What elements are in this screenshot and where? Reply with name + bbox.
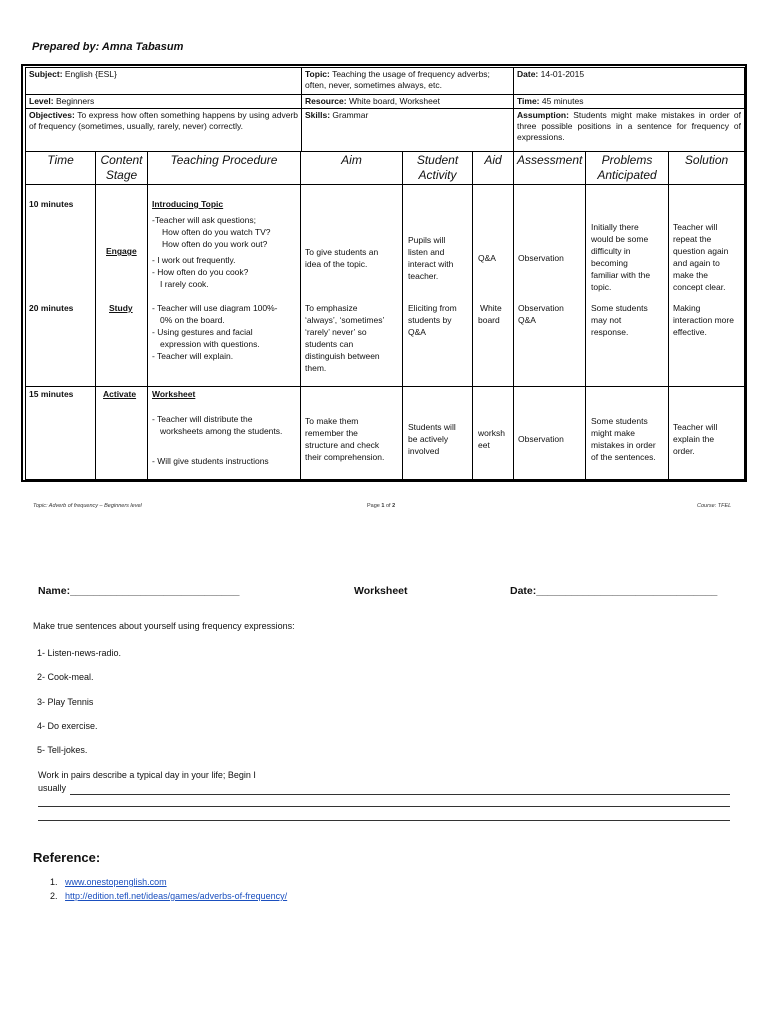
objectives-cell: Objectives: To express how often something happens by using adverb of frequency (sometimes, usually, rarely, never) correctly. [25,108,302,152]
aim-line: distinguish between [305,351,380,361]
worksheet-instruction: Make true sentences about yourself using frequency expressions: [33,621,295,631]
col-teaching-procedure: Teaching Procedure [147,151,301,185]
problem-line: familiar with the [591,270,651,280]
assess-line: Observation [518,253,564,263]
row1-aid-cell [472,184,514,387]
aim-line: students can [305,339,354,349]
activity-line: Pupils will [408,235,446,245]
problem-line: topic. [591,282,612,292]
proc-line: - Using gestures and facial [152,327,253,337]
col-aim: Aim [300,151,403,185]
aim-line: To make them [305,416,359,426]
solution-line: question again [673,246,729,256]
proc-line: worksheets among the students. [160,426,283,436]
solution-line: repeat the [673,234,712,244]
proc-line: How often do you work out? [162,239,268,249]
footer-page: Page 1 of 2 [367,503,396,509]
proc-line: 0% on the board. [160,315,225,325]
solution-line: interaction more [673,315,734,325]
col-solution: Solution [668,151,745,185]
proc-line: - Teacher will explain. [152,351,234,361]
problem-line: Some students [591,416,648,426]
date-cell: Date: 14-01-2015 [513,67,745,95]
aid-qa: Q&A [478,253,496,263]
answer-line[interactable] [38,820,730,821]
prepared-by [32,41,183,53]
footer-topic: Topic: Adverb of frequency – Beginners level [33,503,142,509]
worksheet-date-field[interactable]: Date:_______________________________ [510,585,718,597]
prepared-name: Amna Tabasum [99,41,184,53]
aid-line: eet [478,440,490,450]
time-10: 10 minutes [29,199,74,209]
activity-line: be actively [408,434,449,444]
row2-time-cell [25,386,96,480]
activity-line: Eliciting from [408,303,457,313]
footer-course: Course: TFEL [697,503,732,509]
prepared-label: Prepared by: [32,41,100,53]
problem-line: of the sentences. [591,452,656,462]
reference-item: 2. http://edition.tefl.net/ideas/games/adverbs-of-frequency/ [50,891,288,901]
skills-cell: Skills: Grammar [301,108,514,152]
answer-line[interactable] [70,794,730,795]
aim-line: ‘always’, ‘sometimes’ [305,315,385,325]
activity-line: students by [408,315,452,325]
stage-engage: Engage [106,246,137,256]
worksheet-item: 2- Cook-meal. [37,672,94,682]
aim-line: ‘rarely’ never’ so [305,327,367,337]
proc-line: -Teacher will ask questions; [152,215,256,225]
row1-stage-cell [95,184,148,387]
proc-line: I rarely cook. [160,279,209,289]
stage-activate: Activate [103,389,137,399]
aid-line: worksh [478,428,505,438]
worksheet-name-field[interactable]: Name:_____________________________ [38,585,240,597]
aim-line: To give students an [305,247,379,257]
time-cell: Time: 45 minutes [513,94,745,109]
solution-line: Teacher will [673,422,718,432]
aim-line: remember the [305,428,358,438]
worksheet-item: 5- Tell-jokes. [37,745,88,755]
activity-line: listen and [408,247,445,257]
proc-line: How often do you watch TV? [162,227,271,237]
level-cell: Level: Beginners [25,94,302,109]
solution-line: concept clear. [673,282,726,292]
subject-cell: Subject: English {ESL} [25,67,302,95]
time-20: 20 minutes [29,303,74,313]
pairs-begin: usually [38,783,67,793]
aim-line: To emphasize [305,303,358,313]
pairs-instruction: Work in pairs describe a typical day in your life; Begin I [38,770,256,780]
col-problems-anticipated: Problems Anticipated [585,151,669,185]
problem-line: might make [591,428,635,438]
reference-link[interactable]: http://edition.tefl.net/ideas/games/adverbs-of-frequency/ [65,891,288,901]
row1-time-cell [25,184,96,387]
col-content-stage: Content Stage [95,151,148,185]
problem-line: may not [591,315,622,325]
activity-line: Students will [408,422,456,432]
col-assessment: Assessment [513,151,586,185]
solution-line: Making [673,303,701,313]
worksheet-title: Worksheet [354,585,408,597]
aid-line: White [480,303,502,313]
proc-line: - How often do you cook? [152,267,249,277]
worksheet-item: 1- Listen-news-radio. [37,648,122,658]
reference-title: Reference: [33,850,101,865]
worksheet-item: 4- Do exercise. [37,721,98,731]
stage-study: Study [109,303,133,313]
problem-line: mistakes in order [591,440,656,450]
problem-line: would be some [591,234,649,244]
aid-line: board [478,315,500,325]
solution-line: Teacher will [673,222,718,232]
reference-item: 1. www.onestopenglish.com [50,877,167,887]
solution-line: and again to [673,258,720,268]
aim-line: their comprehension. [305,452,385,462]
answer-line[interactable] [38,806,730,807]
problem-line: Some students [591,303,648,313]
col-student-activity: Student Activity [402,151,473,185]
assess-line: Observation [518,303,564,313]
resource-cell: Resource: White board, Worksheet [301,94,514,109]
activity-line: teacher. [408,271,439,281]
time-15: 15 minutes [29,389,74,399]
col-time: Time [25,151,96,185]
worksheet-item: 3- Play Tennis [37,697,94,707]
activity-line: interact with [408,259,454,269]
proc-worksheet-title: Worksheet [152,389,196,399]
proc-line: expression with questions. [160,339,260,349]
row2-stage-cell [95,386,148,480]
problem-line: Initially there [591,222,639,232]
proc-line: - Teacher will distribute the [152,414,253,424]
aim-line: them. [305,363,327,373]
row1-activity-cell [402,184,473,387]
problem-line: difficulty in [591,246,631,256]
solution-line: explain the [673,434,715,444]
problem-line: response. [591,327,629,337]
problem-line: becoming [591,258,628,268]
activity-line: involved [408,446,440,456]
reference-link[interactable]: www.onestopenglish.com [65,877,167,887]
row1-assessment-cell [513,184,586,387]
aim-line: idea of the topic. [305,259,368,269]
proc-line: - I work out frequently. [152,255,236,265]
aim-line: structure and check [305,440,380,450]
proc-line: - Teacher will use diagram 100%- [152,303,278,313]
assumption-cell: Assumption: Students might make mistakes in order of three possible positions in a sentence for frequency of expressions. [513,108,745,152]
solution-line: make the [673,270,708,280]
assess-line: Observation [518,434,564,444]
solution-line: effective. [673,327,707,337]
topic-cell: Topic: Teaching the usage of frequency adverbs; often, never, sometimes always, etc. [301,67,514,95]
solution-line: order. [673,446,695,456]
assess-line: Q&A [518,315,536,325]
col-aid: Aid [472,151,514,185]
activity-line: Q&A [408,327,426,337]
proc-intro-title: Introducing Topic [152,199,224,209]
proc-line: - Will give students instructions [152,456,269,466]
